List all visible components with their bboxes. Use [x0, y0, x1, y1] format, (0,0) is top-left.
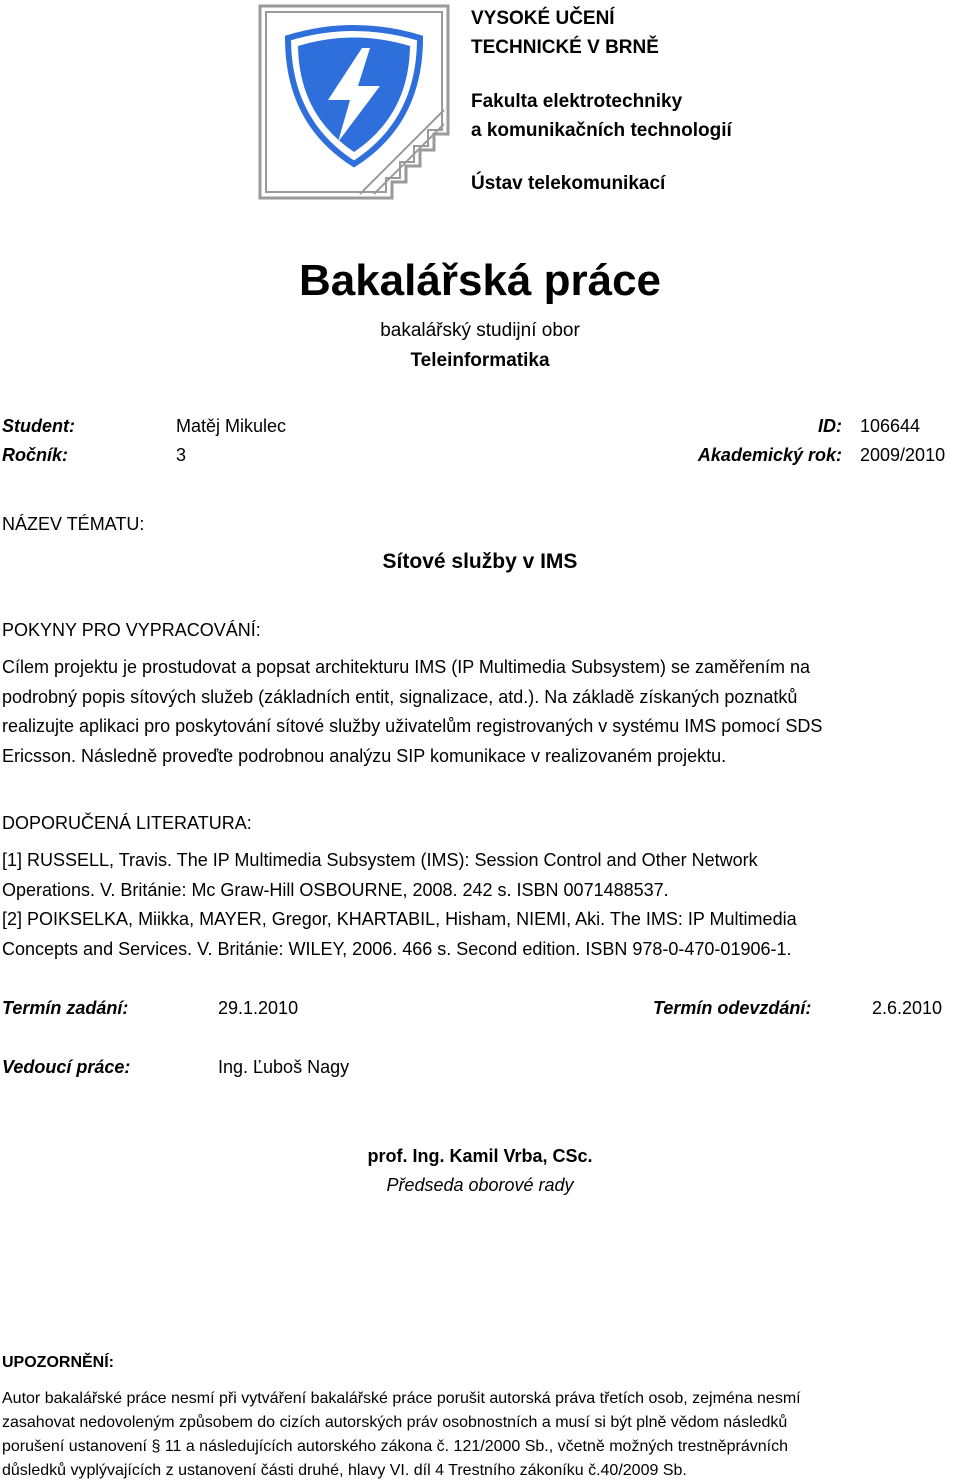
assigned-date-value: 29.1.2010 — [218, 998, 299, 1018]
faculty-name-line1: Fakulta elektrotechniky — [471, 91, 683, 112]
warning-line: zasahovat nedovoleným způsobem do cizích autorských práv osobnostních a musí si být plně vědom následků — [2, 1414, 788, 1431]
document-title: Bakalářská práce — [298, 256, 662, 305]
supervisor-value: Ing. Ľuboš Nagy — [218, 1057, 350, 1077]
supervisor-label: Vedoucí práce: — [2, 1057, 131, 1077]
vut-shield-logo-icon — [258, 4, 450, 200]
warning-line: Autor bakalářské práce nesmí při vytváření bakalářské práce porušit autorská práva třetích osob, zejména nesmí — [2, 1390, 801, 1407]
id-value: 106644 — [860, 416, 921, 436]
literature-line: [1] RUSSELL, Travis. The IP Multimedia Subsystem (IMS): Session Control and Other Network — [2, 850, 758, 870]
study-program: bakalářský studijní obor — [380, 320, 580, 341]
university-name-line1: VYSOKÉ UČENÍ — [471, 8, 615, 29]
university-logo — [258, 4, 450, 200]
year-label: Ročník: — [2, 445, 69, 465]
study-field: Teleinformatika — [410, 350, 550, 371]
instructions-text — [2, 653, 952, 771]
instructions-line: Cílem projektu je prostudovat a popsat architekturu IMS (IP Multimedia Subsystem) se zaměřením na — [2, 657, 811, 677]
academic-year-label: Akademický rok: — [697, 445, 842, 465]
literature-label: DOPORUČENÁ LITERATURA: — [2, 813, 252, 833]
chair-name: prof. Ing. Kamil Vrba, CSc. — [367, 1146, 593, 1166]
year-value: 3 — [176, 445, 187, 465]
warning-text — [2, 1387, 957, 1483]
topic-value: Sítové služby v IMS — [382, 550, 578, 573]
literature-list — [2, 846, 952, 964]
instructions-label: POKYNY PRO VYPRACOVÁNÍ: — [2, 620, 261, 640]
university-name-line2: TECHNICKÉ V BRNĚ — [471, 37, 659, 58]
id-label: ID: — [818, 416, 842, 436]
instructions-line: podrobný popis sítových služeb (základních entit, signalizace, atd.). Na základě získaných poznatků — [2, 686, 798, 707]
chair-role: Předseda oborové rady — [386, 1175, 574, 1195]
literature-line: Concepts and Services. V. Británie: WILEY, 2006. 466 s. Second edition. ISBN 978-0-470-01906-1. — [2, 938, 792, 959]
instructions-line: realizujte aplikaci pro poskytování sítové služby uživatelům registrovaných v systému IMS pomocí SDS — [2, 716, 823, 736]
assigned-date-label: Termín zadání: — [2, 998, 129, 1018]
literature-line: [2] POIKSELKA, Miikka, MAYER, Gregor, KHARTABIL, Hisham, NIEMI, Aki. The IMS: IP Multimedia — [2, 909, 797, 929]
topic-label: NÁZEV TÉMATU: — [2, 514, 145, 534]
student-label: Student: — [2, 416, 75, 436]
literature-line: Operations. V. Británie: Mc Graw-Hill OSBOURNE, 2008. 242 s. ISBN 0071488537. — [2, 879, 669, 900]
due-date-value: 2.6.2010 — [872, 998, 943, 1018]
warning-line: důsledků vyplývajících z ustanovení části druhé, hlavy VI. díl 4 Trestního zákoníku č.40/2009 Sb. — [2, 1462, 687, 1479]
student-value: Matěj Mikulec — [176, 416, 287, 436]
department-name: Ústav telekomunikací — [471, 173, 666, 194]
due-date-label: Termín odevzdání: — [653, 998, 812, 1018]
instructions-line: Ericsson. Následně proveďte podrobnou analýzu SIP komunikace v realizovaném projektu. — [2, 745, 727, 766]
warning-label: UPOZORNĚNÍ: — [2, 1354, 114, 1371]
academic-year-value: 2009/2010 — [860, 445, 946, 465]
faculty-name-line2: a komunikačních technologií — [471, 120, 732, 141]
warning-line: porušení ustanovení § 11 a následujících autorského zákona č. 121/2000 Sb., včetně možných trestněprávních — [2, 1438, 788, 1455]
